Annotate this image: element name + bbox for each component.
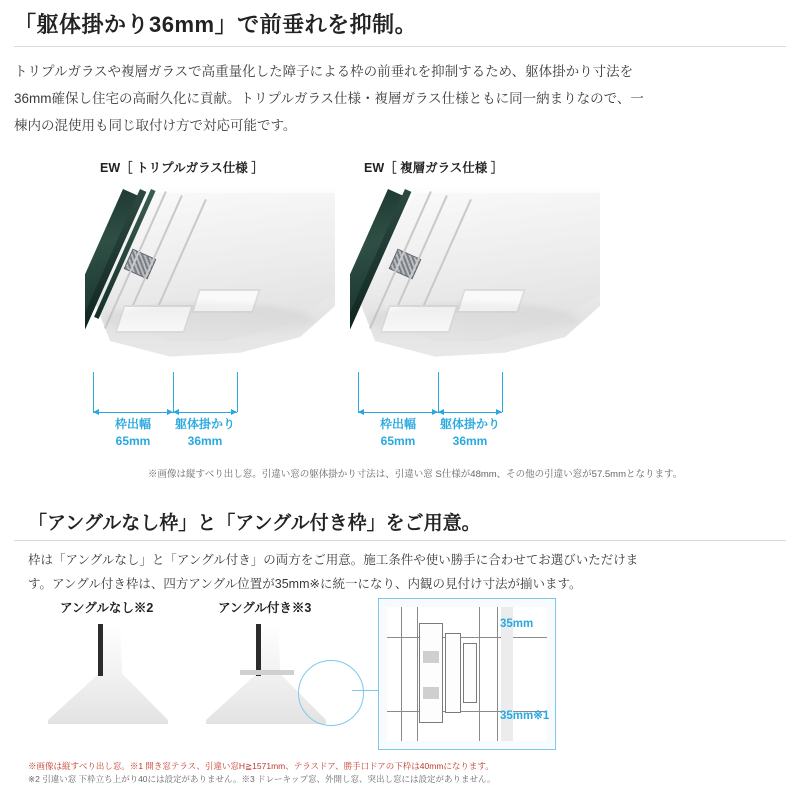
photo-shadow (368, 303, 578, 337)
drawing-line (479, 607, 480, 741)
arrowhead-icon (496, 409, 502, 415)
section1-title: 「躯体掛かり36mm」で前垂れを抑制。 (14, 12, 418, 37)
section2-footnote-2: ※2 引違い窓 下枠立ち上がり40には設定がありません。※3 ドレーキップ窓、外開し窓、突出し窓には設定がありません。 (28, 773, 496, 784)
dimension-label-frame-projection (368, 416, 428, 451)
dimension-tick (93, 372, 94, 412)
drawing-hatch (423, 651, 439, 663)
detail-dimension-bottom: 35mm※1 (500, 710, 550, 722)
dimension-label-text: 枠出幅 (379, 417, 416, 431)
dimension-tick (237, 372, 238, 412)
arrowhead-icon (438, 409, 444, 415)
dimension-label-frame-projection (103, 416, 163, 451)
window-profile-photo-double (350, 185, 600, 380)
glass-edge (256, 624, 261, 676)
profile-illustration-no-angle (48, 624, 168, 724)
dimension-label-body-overlap (438, 416, 502, 451)
arrowhead-icon (93, 409, 99, 415)
drawing-line (401, 607, 402, 741)
dimension-line-body-overlap (438, 412, 502, 413)
dimension-tick (358, 372, 359, 412)
dimension-line-frame-projection (358, 412, 438, 413)
arrowhead-icon (173, 409, 179, 415)
drawing-line (417, 607, 418, 741)
detail-dimension-top: 35mm (500, 618, 534, 630)
section1-body-text: トリプルガラスや複層ガラスで高重量化した障子による枠の前垂れを抑制するため、躯体掛かり寸法を36mm確保し住宅の高耐久化に貢献。トリプルガラス仕様・複層ガラス仕様ともに同一納まりなので、一棟内の混使用も同じ取付け方で対応可能です。 (14, 64, 644, 133)
drawing-hatch (423, 687, 439, 699)
section2-footnote-1: ※画像は縦すべり出し窓。※1 開き窓テラス、引違い窓H≧1571mm、テラスドア、勝手口ドアの下枠は40mmになります。 (28, 761, 494, 771)
drawing-section-box (445, 633, 461, 713)
window-profile-photo-triple (85, 185, 335, 380)
dimension-line-body-overlap (173, 412, 237, 413)
detail-zoom-leader-line (352, 690, 380, 691)
section1-divider (14, 46, 786, 47)
section2-divider (14, 540, 786, 541)
frame-body-shape (48, 624, 168, 724)
arrowhead-icon (231, 409, 237, 415)
section2-footnotes (28, 760, 495, 786)
photo-shadow (103, 303, 313, 337)
angle-piece (240, 670, 294, 675)
photo-caption-double: EW［ 複層ガラス仕様 ］ (364, 161, 504, 175)
dimension-value-text: 36mm (187, 434, 223, 449)
dimension-value-text: 65mm (115, 434, 151, 449)
dimension-value-text: 65mm (380, 434, 416, 449)
drawing-line (387, 637, 547, 638)
dimension-label-text: 躯体掛かり (439, 417, 500, 431)
section2-title: 「アングルなし枠」と「アングル付き枠」をご用意。 (28, 513, 481, 534)
photo-caption-triple: EW［ トリプルガラス仕様 ］ (100, 161, 264, 175)
dimension-tick (502, 372, 503, 412)
dimension-value-text: 36mm (452, 434, 488, 449)
dimension-label-text: 躯体掛かり (174, 417, 235, 431)
glass-edge (98, 624, 103, 676)
detail-zoom-circle (298, 660, 364, 726)
drawing-line (497, 607, 498, 741)
dimension-tick (438, 372, 439, 412)
drawing-section-box (463, 643, 477, 703)
dimension-tick (173, 372, 174, 412)
drawing-section-box (419, 623, 443, 723)
section2-body-text: 枠は「アングルなし」と「アングル付き」の両方をご用意。施工条件や使い勝手に合わせてお選びいただけます。アングル付き枠は、四方アングル位置が35mm※に統一になり、内観の見付け寸法が揃います。 (28, 553, 639, 592)
dimension-label-body-overlap (173, 416, 237, 451)
dimension-label-text: 枠出幅 (114, 417, 151, 431)
caption-no-angle: アングルなし※2 (60, 601, 154, 615)
arrowhead-icon (358, 409, 364, 415)
caption-with-angle: アングル付き※3 (218, 601, 312, 615)
section1-footnote: ※画像は縦すべり出し窓。引違い窓の躯体掛かり寸法は、引違い窓 S仕様が48mm、その他の引違い窓が57.5mmとなります。 (148, 469, 683, 480)
dimension-line-frame-projection (93, 412, 173, 413)
